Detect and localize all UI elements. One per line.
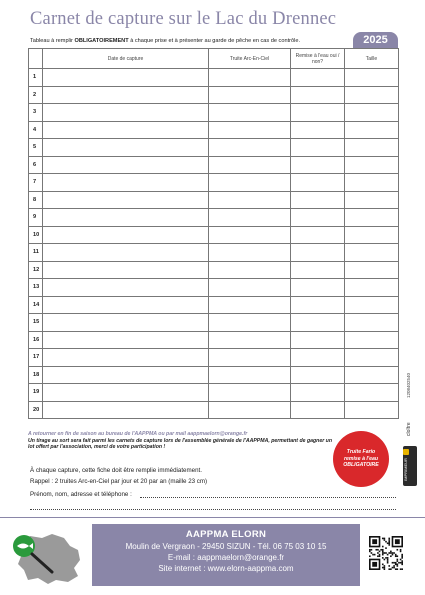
trout-cell[interactable] (209, 279, 291, 297)
trout-cell[interactable] (209, 296, 291, 314)
trout-cell[interactable] (209, 314, 291, 332)
intro-prefix: Tableau à remplir (30, 38, 75, 44)
trout-cell[interactable] (209, 104, 291, 122)
footer-website[interactable]: Site internet : www.elorn-aappma.com (158, 564, 294, 573)
date-cell[interactable] (43, 121, 209, 139)
trout-cell[interactable] (209, 261, 291, 279)
column-header-size: Taille (345, 49, 399, 69)
row-number: 18 (29, 366, 43, 384)
printer-tag-icon (403, 449, 409, 455)
size-cell[interactable] (345, 191, 399, 209)
footer-email[interactable]: E-mail : aappmaelorn@orange.fr (167, 553, 285, 562)
column-header-number (29, 49, 43, 69)
date-cell[interactable] (43, 156, 209, 174)
size-cell[interactable] (345, 156, 399, 174)
row-number: 20 (29, 401, 43, 419)
date-cell[interactable] (43, 226, 209, 244)
intro-text (30, 37, 360, 45)
contact-line-1[interactable] (140, 497, 396, 498)
return-note: A retourner en fin de saison au bureau de l'AAPPMA ou par mail aappmaelorn@orange.fr (28, 431, 248, 437)
release-cell[interactable] (291, 366, 345, 384)
trout-cell[interactable] (209, 366, 291, 384)
release-cell[interactable] (291, 174, 345, 192)
intro-bold: OBLIGATOIREMENT (74, 38, 129, 44)
date-cell[interactable] (43, 279, 209, 297)
size-cell[interactable] (345, 104, 399, 122)
footer-divider (0, 517, 425, 518)
column-header-release: Remise à l'eau oui / non? (291, 49, 345, 69)
release-cell[interactable] (291, 104, 345, 122)
printer-tag (403, 446, 417, 486)
qr-code-icon[interactable] (369, 536, 403, 576)
trout-cell[interactable] (209, 209, 291, 227)
column-header-trout: Truite Arc-En-Ciel (209, 49, 291, 69)
table-row (29, 279, 399, 297)
release-cell[interactable] (291, 244, 345, 262)
trout-cell[interactable] (209, 244, 291, 262)
row-number: 10 (29, 226, 43, 244)
release-cell[interactable] (291, 156, 345, 174)
table-row (29, 209, 399, 227)
size-cell[interactable] (345, 261, 399, 279)
size-cell[interactable] (345, 69, 399, 87)
row-number: 4 (29, 121, 43, 139)
trout-cell[interactable] (209, 331, 291, 349)
table-row (29, 69, 399, 87)
row-number: 17 (29, 349, 43, 367)
printer-tag-label: IMPRIMEUR (403, 458, 408, 482)
table-row (29, 296, 399, 314)
release-cell[interactable] (291, 86, 345, 104)
table-row (29, 261, 399, 279)
trout-cell[interactable] (209, 69, 291, 87)
size-cell[interactable] (345, 349, 399, 367)
size-cell[interactable] (345, 139, 399, 157)
trout-cell[interactable] (209, 191, 291, 209)
table-row (29, 401, 399, 419)
release-cell[interactable] (291, 384, 345, 402)
date-cell[interactable] (43, 139, 209, 157)
row-number: 1 (29, 69, 43, 87)
date-cell[interactable] (43, 244, 209, 262)
date-cell[interactable] (43, 401, 209, 419)
table-row (29, 86, 399, 104)
table-row (29, 139, 399, 157)
table-body (29, 69, 399, 419)
trout-cell[interactable] (209, 139, 291, 157)
date-cell[interactable] (43, 384, 209, 402)
instruction-quota: Rappel : 2 truites Arc-en-Ciel par jour et 20 par an (maille 23 cm) (30, 478, 208, 485)
printer-brand: cloître (406, 422, 412, 436)
table-row (29, 121, 399, 139)
print-code: 1208402540 (406, 372, 411, 398)
size-cell[interactable] (345, 86, 399, 104)
size-cell[interactable] (345, 401, 399, 419)
release-cell[interactable] (291, 209, 345, 227)
release-cell[interactable] (291, 279, 345, 297)
release-cell[interactable] (291, 226, 345, 244)
page-title: Carnet de capture sur le Lac du Drennec (30, 9, 337, 29)
row-number: 8 (29, 191, 43, 209)
table-row (29, 331, 399, 349)
table-row (29, 104, 399, 122)
release-cell[interactable] (291, 121, 345, 139)
intro-suffix: à chaque prise et à présenter au garde de pêche en cas de contrôle. (128, 38, 301, 44)
release-cell[interactable] (291, 139, 345, 157)
trout-cell[interactable] (209, 226, 291, 244)
trout-cell[interactable] (209, 86, 291, 104)
instruction-fill: À chaque capture, cette fiche doit être remplie immédiatement. (30, 467, 202, 474)
date-cell[interactable] (43, 174, 209, 192)
size-cell[interactable] (345, 384, 399, 402)
row-number: 16 (29, 331, 43, 349)
date-cell[interactable] (43, 209, 209, 227)
contact-label: Prénom, nom, adresse et téléphone : (30, 491, 132, 498)
year-badge: 2025 (353, 32, 398, 48)
release-cell[interactable] (291, 296, 345, 314)
row-number: 7 (29, 174, 43, 192)
size-cell[interactable] (345, 331, 399, 349)
aappma-logo (8, 524, 90, 586)
size-cell[interactable] (345, 296, 399, 314)
date-cell[interactable] (43, 191, 209, 209)
date-cell[interactable] (43, 296, 209, 314)
notes-block (28, 431, 333, 451)
row-number: 11 (29, 244, 43, 262)
footer-org-name: AAPPMA ELORN (185, 529, 267, 540)
trout-cell[interactable] (209, 156, 291, 174)
release-cell[interactable] (291, 191, 345, 209)
size-cell[interactable] (345, 121, 399, 139)
date-cell[interactable] (43, 366, 209, 384)
size-cell[interactable] (345, 209, 399, 227)
draw-note: Un tirage au sort sera fait parmi les carnets de capture lors de l'assemblée générale de l'AAPPMA, permettant de gagner un lot offert par l'association, merci de votre participation ! (28, 437, 333, 450)
trout-cell[interactable] (209, 401, 291, 419)
table-row (29, 314, 399, 332)
contact-line-2[interactable] (30, 509, 396, 510)
release-cell[interactable] (291, 349, 345, 367)
date-cell[interactable] (43, 86, 209, 104)
release-cell[interactable] (291, 401, 345, 419)
row-number: 19 (29, 384, 43, 402)
table-row (29, 191, 399, 209)
release-cell[interactable] (291, 314, 345, 332)
release-cell[interactable] (291, 331, 345, 349)
date-cell[interactable] (43, 314, 209, 332)
trout-cell[interactable] (209, 349, 291, 367)
date-cell[interactable] (43, 331, 209, 349)
column-header-date: Date de capture (43, 49, 209, 69)
size-cell[interactable] (345, 244, 399, 262)
size-cell[interactable] (345, 226, 399, 244)
footer-address: Moulin de Vergraon - 29450 SIZUN - Tél. 06 75 03 10 15 (125, 542, 327, 551)
size-cell[interactable] (345, 366, 399, 384)
table-row (29, 366, 399, 384)
size-cell[interactable] (345, 279, 399, 297)
row-number: 14 (29, 296, 43, 314)
trout-cell[interactable] (209, 121, 291, 139)
table-row (29, 244, 399, 262)
table-row (29, 349, 399, 367)
row-number: 15 (29, 314, 43, 332)
table-row (29, 226, 399, 244)
size-cell[interactable] (345, 314, 399, 332)
row-number: 13 (29, 279, 43, 297)
release-cell[interactable] (291, 69, 345, 87)
fario-release-text: Truite Fario remise à l'eau OBLIGATOIRE (343, 449, 379, 469)
date-cell[interactable] (43, 349, 209, 367)
table-header-row (29, 49, 399, 69)
footer-contact-box (92, 524, 360, 586)
table-row (29, 174, 399, 192)
table-row (29, 156, 399, 174)
row-number: 2 (29, 86, 43, 104)
date-cell[interactable] (43, 104, 209, 122)
row-number: 5 (29, 139, 43, 157)
trout-cell[interactable] (209, 174, 291, 192)
trout-cell[interactable] (209, 384, 291, 402)
capture-log-table (28, 48, 399, 419)
row-number: 6 (29, 156, 43, 174)
date-cell[interactable] (43, 261, 209, 279)
row-number: 12 (29, 261, 43, 279)
table-row (29, 384, 399, 402)
date-cell[interactable] (43, 69, 209, 87)
size-cell[interactable] (345, 174, 399, 192)
row-number: 3 (29, 104, 43, 122)
release-cell[interactable] (291, 261, 345, 279)
row-number: 9 (29, 209, 43, 227)
